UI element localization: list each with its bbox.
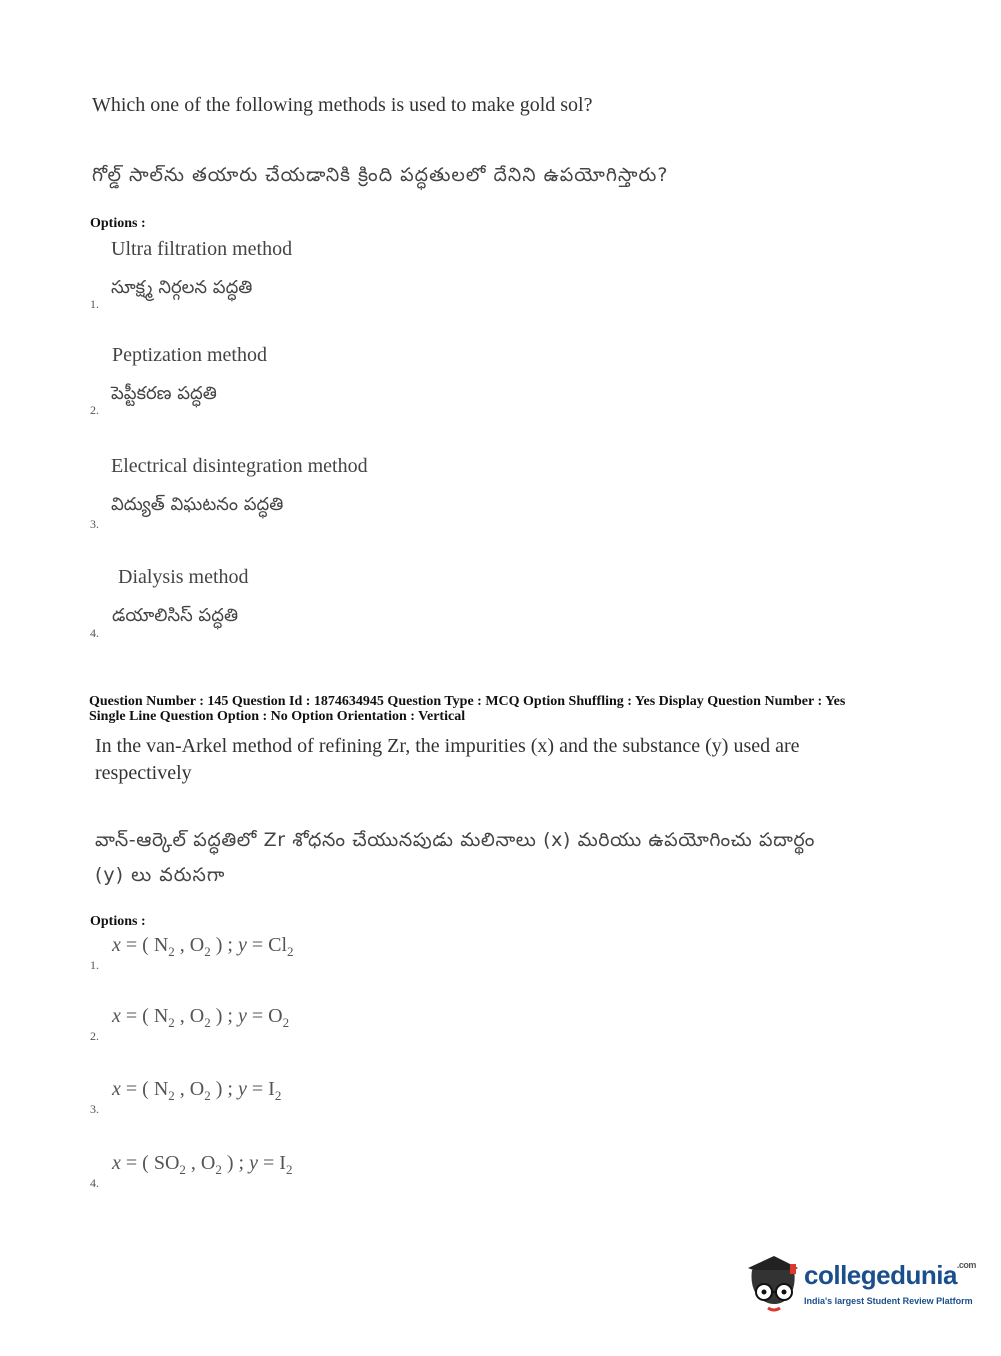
formula-eq2: =: [246, 1078, 269, 1100]
mascot-icon: [742, 1254, 804, 1316]
formula-y-value: I: [279, 1152, 286, 1174]
collegedunia-logo: [742, 1250, 976, 1320]
formula-x: x: [112, 1078, 121, 1100]
formula-close: ) ;: [221, 1152, 250, 1174]
formula-y: y: [237, 1078, 247, 1100]
question-2-english-line-2: respectively: [95, 762, 192, 784]
formula: [112, 934, 294, 960]
formula-close: ) ;: [210, 1005, 238, 1027]
formula-x1: N: [153, 934, 169, 956]
formula-x2: O: [189, 1005, 205, 1027]
question-2-telugu-line-1: వాన్-ఆర్కెల్ పద్ధతిలో Zr శోధనం చేయునపుడు మలినాలు (x) మరియు ఉపయోగించు పదార్థం: [95, 829, 815, 851]
formula-x2-sub: 2: [204, 1015, 211, 1030]
formula-x1-sub: 2: [179, 1162, 186, 1177]
option-english: Electrical disintegration method: [111, 455, 368, 477]
option-number: 4.: [90, 626, 99, 640]
formula-comma: ,: [174, 934, 190, 956]
formula-y: y: [249, 1152, 258, 1174]
formula-y: y: [237, 934, 247, 956]
question-meta-line-2: Single Line Question Option : No Option Orientation : Vertical: [89, 709, 466, 724]
formula-x: x: [112, 934, 121, 956]
formula-y-sub: 2: [274, 1088, 282, 1103]
formula-y-sub: 2: [285, 1162, 293, 1177]
options-label-1: Options :: [90, 216, 146, 231]
formula-x2: O: [189, 1078, 205, 1100]
formula-x2-sub: 2: [204, 1088, 211, 1103]
logo-tagline: India's largest Student Review Platform: [804, 1296, 973, 1306]
option-number: 4.: [90, 1176, 99, 1190]
formula-x1-sub: 2: [168, 1088, 175, 1103]
formula-y-value: Cl: [268, 934, 288, 956]
formula-x2-sub: 2: [204, 944, 211, 959]
option-number: 3.: [90, 517, 99, 531]
question-1-english: Which one of the following methods is used to make gold sol?: [92, 94, 593, 116]
formula-x2: O: [189, 934, 205, 956]
formula-eq: = (: [120, 1005, 154, 1027]
option-telugu: విద్యుత్ విఘటనం పద్ధతి: [111, 494, 284, 515]
formula-eq: = (: [120, 1152, 154, 1174]
formula-x2: O: [200, 1152, 216, 1174]
formula-x1: N: [153, 1078, 169, 1100]
formula-eq2: =: [246, 934, 269, 956]
formula-eq2: =: [257, 1152, 280, 1174]
options-label-2: Options :: [90, 914, 146, 929]
formula-comma: ,: [174, 1078, 190, 1100]
formula: [112, 1152, 292, 1178]
formula-close: ) ;: [210, 1078, 238, 1100]
question-meta-line-1: Question Number : 145 Question Id : 1874634945 Question Type : MCQ Option Shuffling : Yes Display Question Number : Yes: [89, 694, 846, 709]
formula-eq: = (: [120, 1078, 154, 1100]
option-english: Dialysis method: [118, 566, 249, 588]
formula-y-value: I: [268, 1078, 275, 1100]
formula: [112, 1078, 281, 1104]
option-number: 1.: [90, 297, 99, 311]
formula-y-sub: 2: [282, 1015, 290, 1030]
formula-comma: ,: [185, 1152, 201, 1174]
formula-eq: = (: [120, 934, 154, 956]
option-number: 2.: [90, 1029, 99, 1043]
formula-close: ) ;: [210, 934, 238, 956]
formula-x1-sub: 2: [168, 1015, 175, 1030]
formula-comma: ,: [174, 1005, 190, 1027]
option-telugu: పెప్టీకరణ పద్ధతి: [111, 383, 217, 404]
formula-x1-sub: 2: [168, 944, 175, 959]
option-number: 1.: [90, 958, 99, 972]
option-english: Ultra filtration method: [111, 238, 293, 260]
formula-y-sub: 2: [287, 944, 294, 959]
option-english: Peptization method: [112, 344, 267, 366]
logo-superscript: .com: [956, 1260, 976, 1270]
question-2-english-line-1: In the van-Arkel method of refining Zr, the impurities (x) and the substance (y) used are: [95, 735, 800, 757]
option-number: 2.: [90, 403, 99, 417]
formula-x2-sub: 2: [215, 1162, 222, 1177]
formula-x: x: [112, 1005, 121, 1027]
formula-y: y: [237, 1005, 247, 1027]
option-telugu: డయాలిసిస్ పద్ధతి: [112, 605, 239, 626]
question-1-telugu: గోల్డ్ సాల్‌ను తయారు చేయడానికి క్రింది పద్ధతులలో దేనిని ఉపయోగిస్తారు?: [92, 164, 669, 186]
option-number: 3.: [90, 1102, 99, 1116]
formula: [112, 1005, 289, 1031]
logo-name: collegedunia: [804, 1260, 957, 1290]
formula-x1: SO: [153, 1152, 180, 1174]
formula-y-value: O: [268, 1005, 283, 1027]
formula-x: x: [112, 1152, 121, 1174]
question-2-telugu-line-2: (y) లు వరుసగా: [95, 864, 226, 886]
formula-eq2: =: [246, 1005, 269, 1027]
formula-x1: N: [153, 1005, 169, 1027]
option-telugu: సూక్ష్మ నిర్గలన పద్ధతి: [111, 277, 253, 298]
